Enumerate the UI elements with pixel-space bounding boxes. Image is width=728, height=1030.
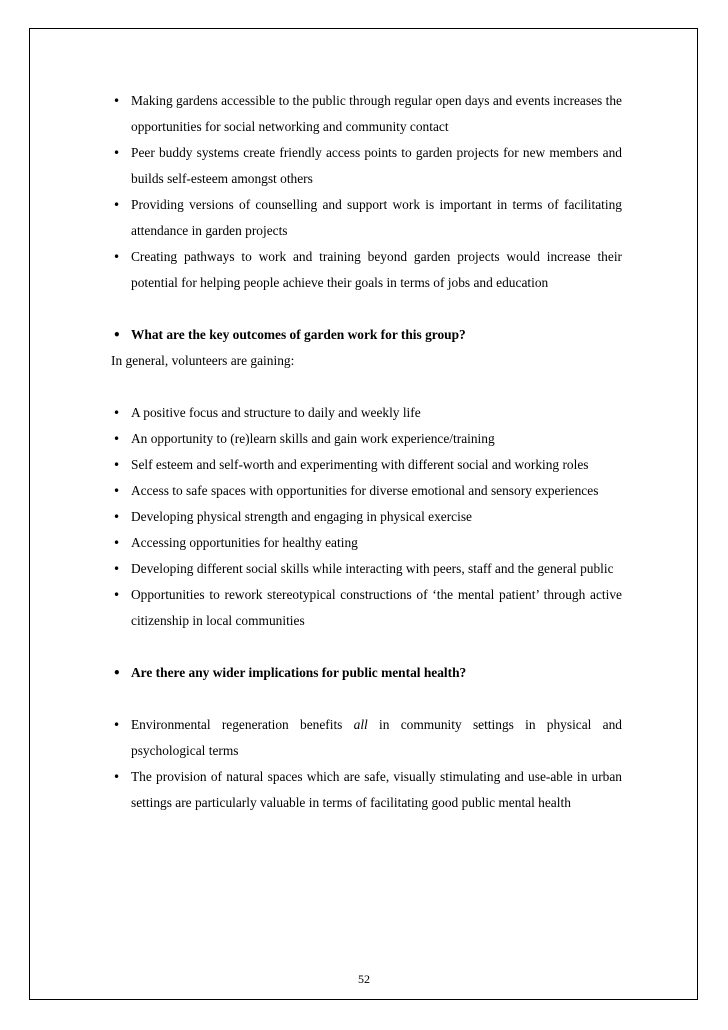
intro-text: In general, volunteers are gaining: [111, 353, 295, 368]
list-item [111, 712, 622, 764]
list-item: • Access to safe spaces with opportunities for diverse emotional and sensory experiences [111, 478, 622, 504]
list-item: • Accessing opportunities for healthy eating [111, 530, 622, 556]
list-item: • Creating pathways to work and training beyond garden projects would increase their potential for helping people achieve their goals in terms of jobs and education [111, 244, 622, 296]
page-number: 52 [358, 972, 370, 986]
list-item: • Making gardens accessible to the public through regular open days and events increases the opportunities for social networking and community contact [111, 88, 622, 140]
list-item: • A positive focus and structure to daily and weekly life [111, 400, 622, 426]
emphasis-text: all [353, 717, 368, 732]
list-item: • Developing different social skills while interacting with peers, staff and the general public [111, 556, 622, 582]
implications-list [111, 712, 622, 816]
list-item: • Providing versions of counselling and support work is important in terms of facilitating attendance in garden projects [111, 192, 622, 244]
list-item-text: in community settings in physical and psychological terms [131, 717, 622, 758]
recommendations-list [111, 88, 622, 296]
list-item: • The provision of natural spaces which are safe, visually stimulating and use-able in urban settings are particularly valuable in terms of facilitating good public mental health [111, 764, 622, 816]
section-heading: • What are the key outcomes of garden work for this group? [111, 322, 622, 348]
list-item: • Opportunities to rework stereotypical constructions of ‘the mental patient’ through active citizenship in local communities [111, 582, 622, 634]
section-heading: • Are there any wider implications for public mental health? [111, 660, 622, 686]
list-item: • Developing physical strength and engaging in physical exercise [111, 504, 622, 530]
list-item: • Peer buddy systems create friendly access points to garden projects for new members and builds self-esteem amongst others [111, 140, 622, 192]
outcomes-list [111, 400, 622, 634]
question-heading-implications [111, 660, 622, 686]
list-item: • Self esteem and self-worth and experimenting with different social and working roles [111, 452, 622, 478]
list-item: • An opportunity to (re)learn skills and gain work experience/training [111, 426, 622, 452]
question-heading-outcomes [111, 322, 622, 348]
page-content [111, 88, 622, 816]
list-item-text: Environmental regeneration benefits [131, 717, 354, 732]
